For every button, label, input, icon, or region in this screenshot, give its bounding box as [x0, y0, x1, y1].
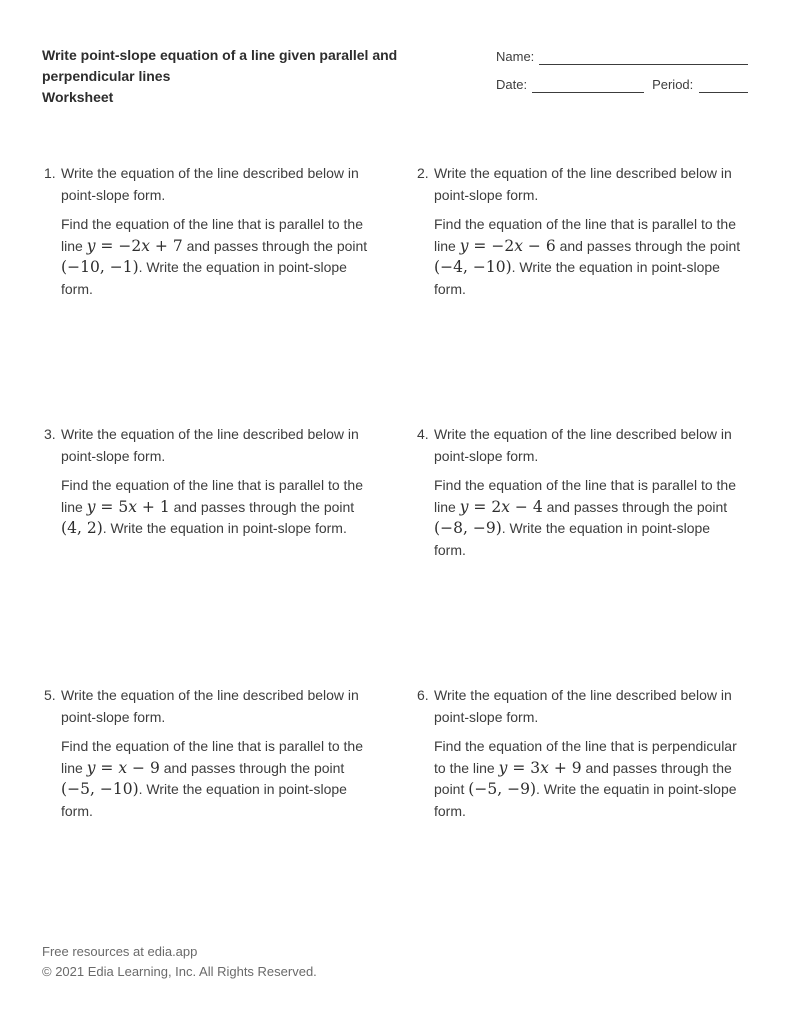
- problem: [417, 424, 742, 685]
- name-field: [496, 49, 748, 65]
- math-expression: y = 2x − 4: [459, 497, 543, 516]
- worksheet-title-block: [42, 45, 462, 108]
- period-blank-line: [699, 78, 748, 93]
- worksheet-subtitle: Worksheet: [42, 89, 114, 105]
- math-expression: (−10, −1): [61, 258, 139, 276]
- problem-content: [434, 424, 742, 685]
- worksheet-title: Write point-slope equation of a line given parallel and perpendicular lines: [42, 47, 398, 84]
- problem-number: 6.: [417, 687, 429, 703]
- math-expression: (4, 2): [61, 519, 103, 537]
- problem-prompt: Write the equation of the line described below in point-slope form.: [434, 165, 732, 203]
- math-expression: y = −2x + 7: [86, 236, 183, 255]
- problem-body: Find the equation of the line that is parallel to the line y = −2x + 7 and passes through the point (−10, −1). Write the equation in point-slope form.: [61, 216, 368, 297]
- page-footer: [42, 942, 317, 981]
- math-expression: (−4, −10): [434, 258, 512, 276]
- problem: [44, 424, 369, 685]
- problem-content: [61, 685, 369, 946]
- problem: [417, 163, 742, 424]
- period-label: Period:: [652, 77, 694, 92]
- date-blank-line: [532, 78, 644, 93]
- date-period-field: [496, 77, 748, 93]
- math-expression: (−5, −9): [468, 780, 536, 798]
- problem-prompt: Write the equation of the line described below in point-slope form.: [434, 687, 732, 725]
- problem: [417, 685, 742, 946]
- problem-content: [434, 685, 742, 946]
- name-label: Name:: [496, 49, 535, 64]
- footer-copyright: © 2021 Edia Learning, Inc. All Rights Reserved.: [42, 963, 317, 979]
- problem-number: 4.: [417, 426, 429, 442]
- problem-prompt: Write the equation of the line described below in point-slope form.: [61, 165, 359, 203]
- problem-number: 1.: [44, 165, 56, 181]
- problem: [44, 685, 369, 946]
- problem-content: [434, 163, 742, 424]
- math-expression: y = 3x + 9: [498, 758, 582, 777]
- math-expression: y = −2x − 6: [459, 236, 556, 255]
- problem-body: Find the equation of the line that is parallel to the line y = 5x + 1 and passes through the point (4, 2). Write the equation in point-slope form.: [61, 477, 363, 537]
- problem-content: [61, 424, 369, 685]
- problem-body: Find the equation of the line that is parallel to the line y = 2x − 4 and passes through the point (−8, −9). Write the equation in point-slope form.: [434, 477, 736, 558]
- date-label: Date:: [496, 77, 528, 92]
- problem-number: 2.: [417, 165, 429, 181]
- problem-prompt: Write the equation of the line described below in point-slope form.: [61, 687, 359, 725]
- problem-number: 3.: [44, 426, 56, 442]
- name-blank-line: [539, 50, 748, 65]
- problem-body: Find the equation of the line that is parallel to the line y = −2x − 6 and passes through the point (−4, −10). Write the equation in point-slope form.: [434, 216, 741, 297]
- problem-number: 5.: [44, 687, 56, 703]
- problem: [44, 163, 369, 424]
- worksheet-header: [42, 45, 748, 108]
- problem-prompt: Write the equation of the line described below in point-slope form.: [61, 426, 359, 464]
- math-expression: (−5, −10): [61, 780, 139, 798]
- footer-resources: Free resources at edia.app: [42, 944, 198, 959]
- problem-content: [61, 163, 369, 424]
- problem-body: Find the equation of the line that is perpendicular to the line y = 3x + 9 and passes through the point (−5, −9). Write the equatin in point-slope form.: [434, 738, 737, 819]
- student-fields: [496, 45, 748, 108]
- math-expression: y = x − 9: [86, 758, 160, 777]
- problems-grid: [44, 163, 742, 946]
- math-expression: y = 5x + 1: [86, 497, 170, 516]
- problem-prompt: Write the equation of the line described below in point-slope form.: [434, 426, 732, 464]
- math-expression: (−8, −9): [434, 519, 502, 537]
- problem-body: Find the equation of the line that is parallel to the line y = x − 9 and passes through the point (−5, −10). Write the equation in point-slope form.: [61, 738, 363, 819]
